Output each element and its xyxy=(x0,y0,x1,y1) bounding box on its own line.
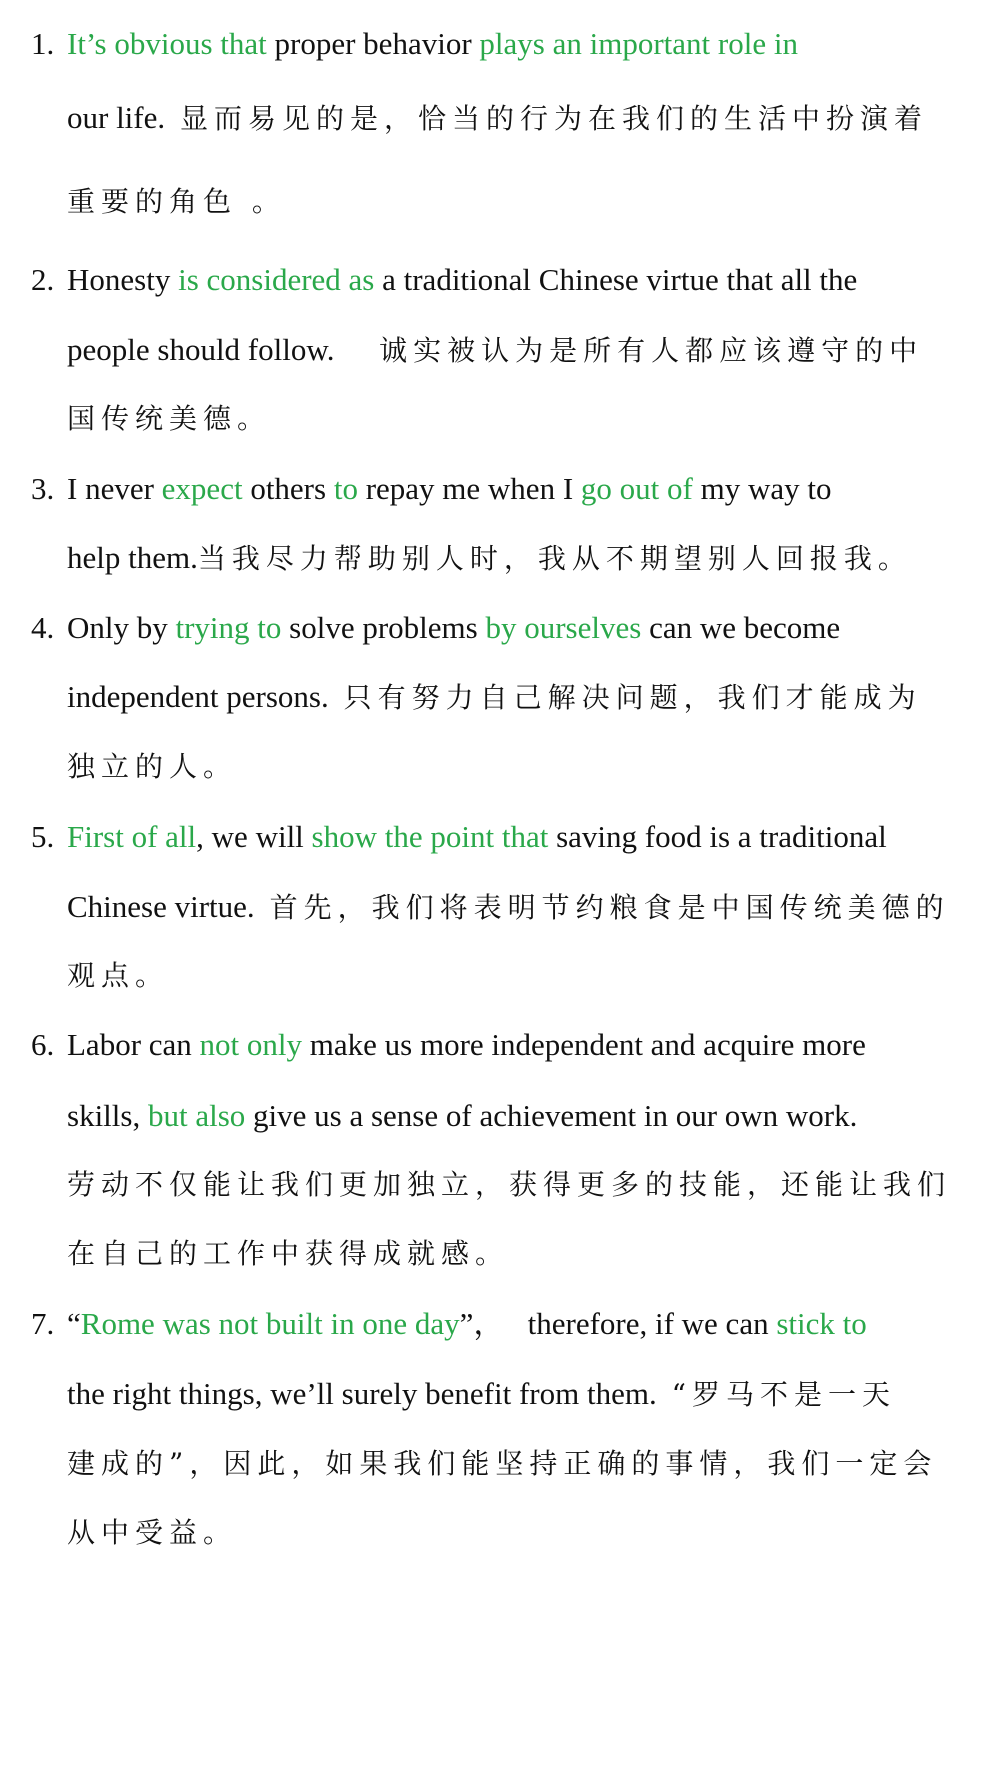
sentence-text: proper behavior xyxy=(266,26,480,61)
text-line xyxy=(0,1512,1002,1552)
line-text xyxy=(67,1025,866,1065)
text-line xyxy=(0,817,1002,857)
highlighted-phrase: is considered as xyxy=(178,262,375,297)
line-text xyxy=(67,24,798,64)
highlighted-phrase: not only xyxy=(199,1027,303,1062)
sentence-text: the right things, we’ll surely benefit from them. xyxy=(67,1376,657,1411)
line-text xyxy=(67,955,169,996)
line-text xyxy=(67,1443,937,1484)
highlighted-phrase: plays an important role in xyxy=(479,26,798,61)
text-line xyxy=(0,538,1002,578)
chinese-translation: 首先，我们将表明节约粮食是中国传统美德的 xyxy=(254,891,950,924)
sentence-text: give us a sense of achievement in our own work. xyxy=(245,1098,858,1133)
highlighted-phrase: Rome was not built in one day xyxy=(80,1306,460,1341)
chinese-translation: 只有努力自己解决问题，我们才能成为 xyxy=(328,681,922,714)
text-line xyxy=(0,1025,1002,1065)
sentence-text: solve problems xyxy=(281,610,486,645)
chinese-translation: 显而易见的是，恰当的行为在我们的生活中扮演着 xyxy=(165,102,929,135)
highlighted-phrase: go out of xyxy=(580,471,693,506)
chinese-translation: “罗马不是一天 xyxy=(656,1378,896,1411)
line-text xyxy=(67,1096,857,1136)
text-line xyxy=(0,181,1002,221)
highlighted-phrase: First of all xyxy=(67,819,197,854)
highlighted-phrase: by ourselves xyxy=(485,610,642,645)
line-text xyxy=(67,469,831,509)
sentence-text: I never xyxy=(67,471,162,506)
item-number: 4. xyxy=(31,610,55,645)
sentence-text: repay me when I xyxy=(357,471,581,506)
item-number: 7. xyxy=(31,1306,55,1341)
text-line xyxy=(0,677,1002,717)
line-text xyxy=(67,677,922,718)
text-line xyxy=(0,330,1002,370)
text-line xyxy=(0,260,1002,300)
sentence-text: others xyxy=(242,471,334,506)
sentence-text: Honesty xyxy=(67,262,179,297)
line-text xyxy=(67,1512,237,1553)
highlighted-phrase: stick to xyxy=(776,1306,867,1341)
line-text xyxy=(67,538,912,579)
text-line xyxy=(0,746,1002,786)
highlighted-phrase: It’s obvious that xyxy=(67,26,267,61)
chinese-translation: 当我尽力帮助别人时，我从不期望别人回报我。 xyxy=(197,542,912,575)
line-text xyxy=(67,817,887,857)
sentence-text: skills, xyxy=(67,1098,148,1133)
text-line xyxy=(0,1233,1002,1273)
highlighted-phrase: to xyxy=(333,471,358,506)
chinese-translation: 观点。 xyxy=(67,959,170,992)
sentence-text: make us more independent and acquire more xyxy=(302,1027,866,1062)
text-line xyxy=(0,24,1002,64)
sentence-text: can we become xyxy=(641,610,841,645)
text-line xyxy=(0,398,1002,438)
highlighted-phrase: expect xyxy=(161,471,243,506)
text-line xyxy=(0,1164,1002,1204)
line-text xyxy=(67,608,840,648)
text-line xyxy=(0,887,1002,927)
sentence-text: , we will xyxy=(196,819,312,854)
text-line xyxy=(0,1304,1002,1344)
highlighted-phrase: show the point that xyxy=(311,819,549,854)
sentence-text: “ xyxy=(67,1306,81,1341)
item-number: 1. xyxy=(31,26,55,61)
sentence-text: Only by xyxy=(67,610,176,645)
chinese-translation: 重要的角色 。 xyxy=(67,185,286,218)
sentence-text: a traditional Chinese virtue that all the xyxy=(374,262,858,297)
sentence-text: Chinese virtue. xyxy=(67,889,255,924)
chinese-translation: 独立的人。 xyxy=(67,750,238,783)
chinese-translation: 诚实被认为是所有人都应该遵守的中 xyxy=(334,334,924,367)
text-line xyxy=(0,608,1002,648)
item-number: 3. xyxy=(31,471,55,506)
chinese-translation: 劳动不仅能让我们更加独立，获得更多的技能，还能让我们 xyxy=(67,1168,952,1201)
item-number: 6. xyxy=(31,1027,55,1062)
line-text xyxy=(67,1164,951,1205)
text-line xyxy=(0,1374,1002,1414)
text-line xyxy=(0,98,1002,138)
line-text xyxy=(67,1374,896,1415)
text-line xyxy=(0,469,1002,509)
sentence-text: ”， therefore, if we can xyxy=(459,1306,777,1341)
line-text xyxy=(67,887,950,928)
sentence-text: my way to xyxy=(692,471,832,506)
highlighted-phrase: trying to xyxy=(175,610,282,645)
text-line xyxy=(0,955,1002,995)
line-text xyxy=(67,746,237,787)
line-text xyxy=(67,1233,509,1274)
sentence-text: independent persons. xyxy=(67,679,329,714)
highlighted-phrase: but also xyxy=(147,1098,246,1133)
sentence-text: people should follow. xyxy=(67,332,335,367)
chinese-translation: 国传统美德。 xyxy=(67,402,272,435)
line-text xyxy=(67,260,857,300)
sentence-text: Labor can xyxy=(67,1027,200,1062)
chinese-translation: 建成的”，因此，如果我们能坚持正确的事情，我们一定会 xyxy=(67,1447,938,1480)
line-text xyxy=(67,1304,867,1344)
text-line xyxy=(0,1096,1002,1136)
line-text xyxy=(67,398,271,439)
chinese-translation: 在自己的工作中获得成就感。 xyxy=(67,1237,510,1270)
chinese-translation: 从中受益。 xyxy=(67,1516,238,1549)
sentence-text: our life. xyxy=(67,100,166,135)
sentence-text: saving food is a traditional xyxy=(548,819,887,854)
item-number: 2. xyxy=(31,262,55,297)
text-line xyxy=(0,1443,1002,1483)
sentence-text: help them. xyxy=(67,540,198,575)
line-text xyxy=(67,181,286,222)
line-text xyxy=(67,98,928,139)
line-text xyxy=(67,330,923,371)
item-number: 5. xyxy=(31,819,55,854)
